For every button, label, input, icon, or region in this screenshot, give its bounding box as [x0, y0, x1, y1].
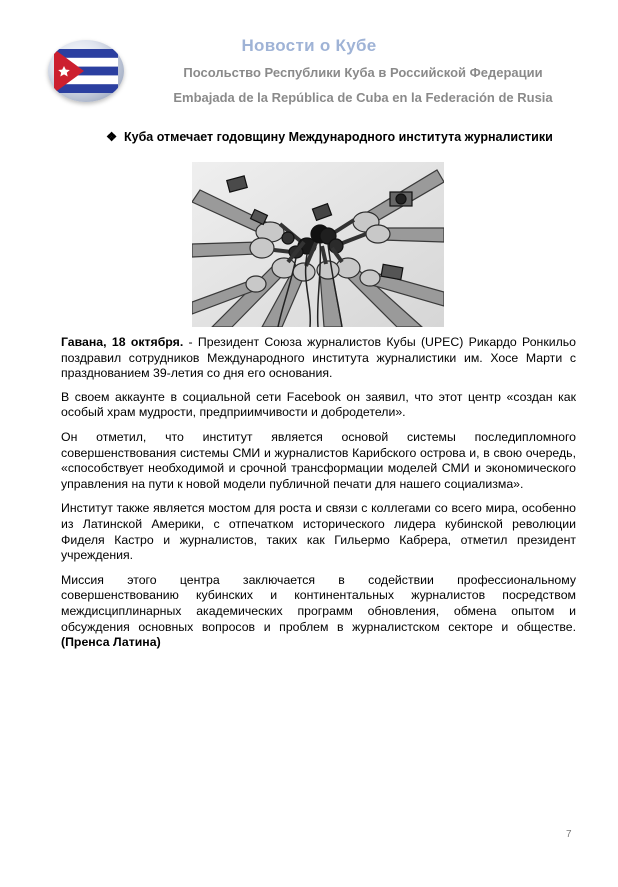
article-paragraph: [61, 573, 576, 651]
article-headline: [106, 129, 553, 144]
microphones-illustration-icon: [192, 162, 444, 327]
article-dateline: Гавана, 18 октября.: [61, 335, 184, 349]
article-paragraph: [61, 335, 576, 382]
embassy-name-es: Embajada de la República de Cuba en la Federación de Rusia: [173, 90, 553, 105]
article-paragraph: Он отметил, что институт является основой системы последипломного совершенствования системы СМИ и журналистов Карибского острова и, в свою очередь, «способствует необходимой и срочной трансформации моделей СМИ и экономического управления на пути к новой модели публичной печати для нашего социализма».: [61, 429, 576, 491]
headline-text: Куба отмечает годовщину Международного института журналистики: [124, 130, 553, 144]
page-number: 7: [566, 829, 572, 840]
paragraph-text: - Президент Союза журналистов Кубы (UPEC) Рикардо Ронкильо поздравил сотрудников Международного института журналистики им. Хосе Марти с празднованием 39-летия со дня его основания.: [61, 335, 577, 381]
paragraph-text: Миссия этого центра заключается в содействии профессиональному совершенствованию кубинских и континентальных журналистов посредством междисциплинарных академических программ обновления, обмена опытом и обсуждения основных вопросов и проблем в журналистском секторе и обществе.: [61, 572, 576, 634]
embassy-name-ru: Посольство Республики Куба в Российской Федерации: [183, 65, 543, 80]
site-title: Новости о Кубе: [241, 36, 377, 55]
article-paragraph: В своем аккаунте в социальной сети Facebook он заявил, что этот центр «создан как особый храм мудрости, предприимчивости и добродетели».: [61, 389, 576, 420]
article-body: [61, 335, 576, 660]
article-paragraph: Институт также является мостом для роста и связи с коллегами со всего мира, особенно из Латинской Америки, с отпечатком исторического лидера кубинской революции Фиделя Кастро и журналистов, таких как Гильермо Кабрера, отметил президент учреждения.: [61, 501, 576, 563]
page-header: [0, 0, 618, 120]
article-source: (Пренса Латина): [61, 635, 161, 650]
bullet-icon: ❖: [106, 130, 118, 144]
